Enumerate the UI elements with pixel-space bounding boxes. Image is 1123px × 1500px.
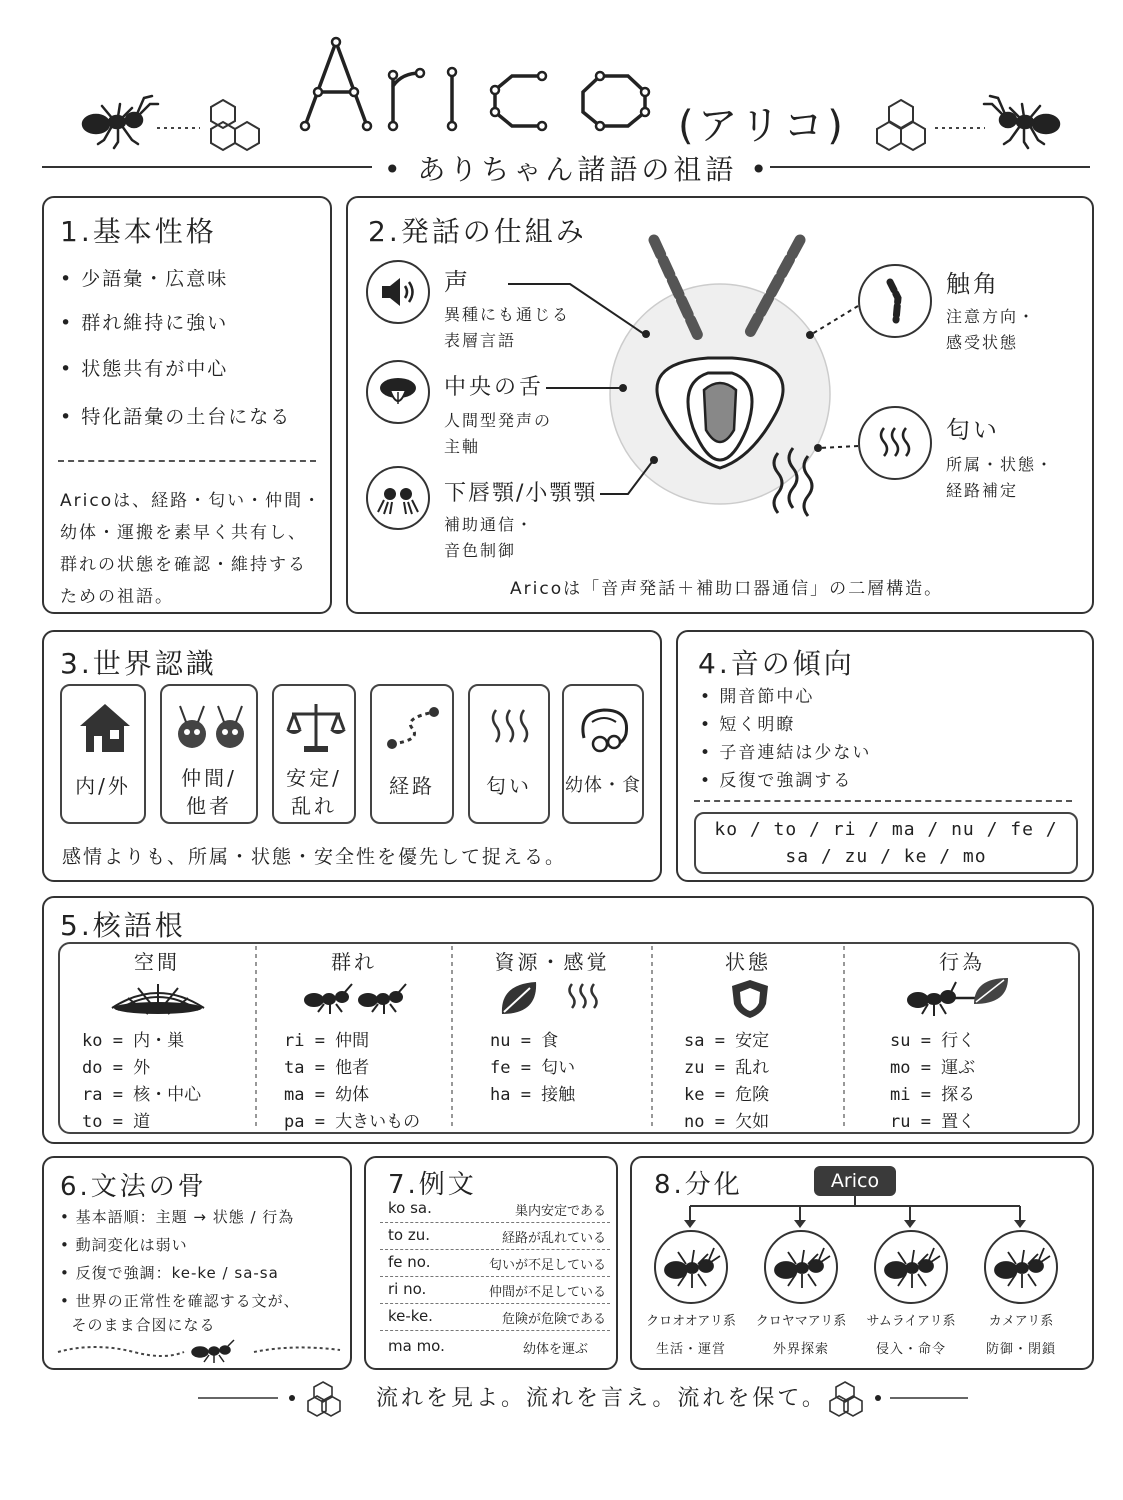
card-route	[370, 684, 454, 824]
root-row: ra = 核・中心	[82, 1085, 202, 1105]
root-row: ta = 他者	[284, 1058, 370, 1078]
root-list	[82, 1028, 201, 1136]
desc: 補助通信・	[444, 515, 535, 534]
example-row	[380, 1250, 610, 1277]
hexagon-icon	[877, 100, 925, 150]
example-japanese: 仲間が不足している	[488, 1285, 606, 1300]
title-reading: (アリコ)	[678, 103, 847, 149]
root-row: zu = 乱れ	[684, 1058, 770, 1078]
section-title: 6.文法の骨	[60, 1172, 207, 1202]
panel-core-roots	[42, 896, 1094, 1144]
ant-icon	[83, 96, 158, 148]
example-arico: ri no.	[388, 1280, 427, 1298]
section-title: 2.発話の仕組み	[368, 215, 587, 248]
scale-icon	[284, 700, 348, 756]
root-row: no = 欠如	[684, 1112, 770, 1132]
example-row	[380, 1304, 610, 1331]
ant-trail	[54, 1336, 344, 1366]
ant-leaf-icon	[904, 974, 1014, 1020]
label-voice: 声	[444, 268, 471, 296]
route-icon	[382, 700, 446, 756]
card-label: 他者	[186, 794, 232, 818]
column-head: 行為	[939, 950, 985, 974]
note-line: ための祖語。	[60, 587, 174, 607]
panel-divergence	[630, 1156, 1094, 1370]
branch-name: クロオオアリ系	[646, 1314, 736, 1329]
house-icon	[76, 700, 134, 756]
branch-name: カメアリ系	[988, 1314, 1054, 1329]
root-row: mo = 運ぶ	[890, 1058, 976, 1078]
root-list	[284, 1028, 420, 1136]
note-line: 群れの状態を確認・維持する	[60, 555, 307, 575]
bullet: • 開音節中心	[700, 687, 815, 707]
section-title: 1.基本性格	[60, 215, 217, 248]
desc: 主軸	[444, 437, 481, 456]
root-row: mi = 探る	[890, 1085, 976, 1105]
bullet: • 反復で強調する	[700, 771, 853, 791]
section-title: 4.音の傾向	[698, 647, 855, 680]
ant-icon	[654, 1230, 728, 1304]
column-head: 群れ	[331, 950, 377, 974]
section-title: 8.分化	[654, 1170, 743, 1200]
hexagon-icon	[830, 1382, 862, 1416]
root-row: fe = 匂い	[490, 1058, 576, 1078]
card-stability	[272, 684, 356, 824]
root-row: ri = 仲間	[284, 1031, 370, 1051]
root-row: to = 道	[82, 1112, 151, 1132]
section-title: 5.核語根	[60, 909, 186, 942]
branch-role: 侵入・命令	[875, 1342, 946, 1357]
panel-examples	[364, 1156, 618, 1370]
tongue-icon	[366, 360, 430, 424]
column-head: 空間	[134, 950, 180, 974]
branch-name: クロヤマアリ系	[755, 1314, 847, 1329]
note-line: Aricoは、経路・匂い・仲間・	[60, 491, 323, 511]
example-row	[380, 1223, 610, 1250]
ant-icon	[874, 1230, 948, 1304]
bullet: • 短く明瞭	[700, 715, 796, 735]
shield-icon	[730, 978, 770, 1020]
hexagon-icon	[211, 100, 259, 150]
root-row: nu = 食	[490, 1031, 559, 1051]
divider	[58, 460, 316, 462]
desc: 異種にも通じる	[444, 305, 571, 324]
scent-icon	[484, 700, 538, 756]
example-row	[380, 1277, 610, 1304]
card-label: 内/外	[75, 774, 131, 798]
card-larva-food	[562, 684, 644, 824]
card-inside-outside	[60, 684, 146, 824]
nest-icon	[108, 978, 208, 1018]
card-label: 乱れ	[291, 794, 337, 818]
section-title: 7.例文	[388, 1170, 477, 1200]
example-arico: ko sa.	[388, 1199, 432, 1217]
example-japanese: 幼体を運ぶ	[522, 1342, 588, 1357]
desc: 感受状態	[946, 333, 1019, 352]
desc: 表層言語	[444, 331, 517, 350]
bullet: • 子音連結は少ない	[700, 743, 872, 763]
example-japanese: 匂いが不足している	[488, 1258, 606, 1273]
hexagon-icon	[308, 1382, 340, 1416]
bullet: • 反復で強調：ke-ke / sa-sa	[60, 1264, 279, 1282]
bullet: • 状態共有が中心	[60, 358, 229, 380]
bullet: • 群れ維持に強い	[60, 312, 229, 334]
panel-grammar	[42, 1156, 352, 1370]
card-label: 仲間/	[181, 766, 237, 790]
section-title: 3.世界認識	[60, 647, 217, 680]
root-row: ru = 置く	[890, 1112, 976, 1132]
mandible-icon	[366, 466, 430, 530]
root-list	[490, 1028, 575, 1109]
ant-icon	[984, 1230, 1058, 1304]
example-arico: fe no.	[388, 1253, 431, 1271]
ant-icon	[764, 1230, 838, 1304]
root-node: Arico	[814, 1166, 896, 1196]
example-arico: to zu.	[388, 1226, 430, 1244]
column-head: 資源・感覚	[494, 950, 610, 974]
branch-role: 防御・閉鎖	[985, 1342, 1056, 1357]
sound-line: sa / zu / ke / mo	[785, 846, 987, 867]
desc: 人間型発声の	[444, 411, 553, 430]
panel-sound-tendency	[676, 630, 1094, 882]
root-list	[684, 1028, 769, 1136]
root-row: ko = 内・巣	[82, 1031, 185, 1051]
desc: 注意方向・	[946, 307, 1037, 326]
branch-name: サムライアリ系	[866, 1314, 956, 1329]
antenna-icon	[858, 264, 932, 338]
example-row	[380, 1196, 610, 1223]
example-row	[380, 1331, 610, 1361]
bullet: • 少語彙・広意味	[60, 268, 229, 290]
panel-world-recognition	[42, 630, 662, 882]
footer-motto: 流れを見よ。流れを言え。流れを保て。	[376, 1386, 827, 1411]
bullet: • 特化語彙の土台になる	[60, 406, 292, 428]
root-row: ha = 接触	[490, 1085, 576, 1105]
label-scent: 匂い	[946, 416, 1000, 444]
example-arico: ke-ke.	[388, 1307, 433, 1325]
larva-icon	[574, 700, 636, 756]
bullet: • 動詞変化は弱い	[60, 1236, 188, 1254]
caption: Aricoは「音声発話＋補助口器通信」の二層構造。	[510, 579, 944, 599]
divider	[694, 800, 1072, 802]
ant-icon	[192, 1340, 234, 1363]
speaker-icon	[366, 260, 430, 324]
branch-role: 外界探索	[772, 1342, 829, 1357]
root-row: sa = 安定	[684, 1031, 770, 1051]
ant-faces-icon	[172, 700, 250, 756]
bullet: • 基本語順：主題 → 状態 / 行為	[60, 1208, 295, 1226]
root-row: ma = 幼体	[284, 1085, 370, 1105]
card-label: 安定/	[286, 766, 342, 790]
root-list	[890, 1028, 975, 1136]
label-mandible: 下唇顎/小顎顎	[444, 481, 598, 506]
caption: 感情よりも、所属・状態・安全性を優先して捉える。	[62, 846, 567, 868]
root-row: do = 外	[82, 1058, 151, 1078]
root-row: su = 行く	[890, 1031, 976, 1051]
example-japanese: 危険が危険である	[501, 1312, 606, 1327]
ant-icon	[984, 96, 1059, 148]
column-head: 状態	[725, 950, 771, 974]
panel-speech-mechanism	[346, 196, 1094, 614]
card-peers	[160, 684, 258, 824]
desc: 音色制御	[444, 541, 517, 560]
card-label: 匂い	[486, 774, 532, 798]
sound-list-box	[694, 812, 1078, 874]
label-tongue: 中央の舌	[444, 375, 545, 400]
examples-table	[380, 1196, 610, 1361]
desc: 経路補定	[946, 481, 1019, 500]
panel-basic-character	[42, 196, 332, 614]
subtitle: • ありちゃん諸語の祖語 •	[384, 153, 771, 186]
card-label: 幼体・食	[565, 775, 641, 796]
example-japanese: 経路が乱れている	[501, 1231, 606, 1246]
root-row: pa = 大きいもの	[284, 1112, 421, 1132]
example-japanese: 巣内安定である	[514, 1204, 606, 1219]
card-label: 経路	[389, 774, 435, 798]
desc: 所属・状態・	[946, 455, 1055, 474]
title-letterforms	[305, 42, 645, 126]
bullet: そのまま合図になる	[60, 1316, 216, 1334]
label-antenna: 触角	[946, 270, 1000, 298]
note-line: 幼体・運搬を素早く共有し、	[60, 523, 307, 543]
ants-icon	[302, 982, 410, 1016]
leaf-scent-icon	[496, 978, 606, 1020]
sound-line: ko / to / ri / ma / nu / fe /	[714, 819, 1058, 840]
branch-role: 生活・運営	[655, 1342, 726, 1357]
bullet: • 世界の正常性を確認する文が、	[60, 1292, 300, 1310]
card-scent	[468, 684, 550, 824]
example-arico: ma mo.	[388, 1337, 445, 1355]
root-row: ke = 危険	[684, 1085, 770, 1105]
scent-icon	[858, 406, 932, 480]
